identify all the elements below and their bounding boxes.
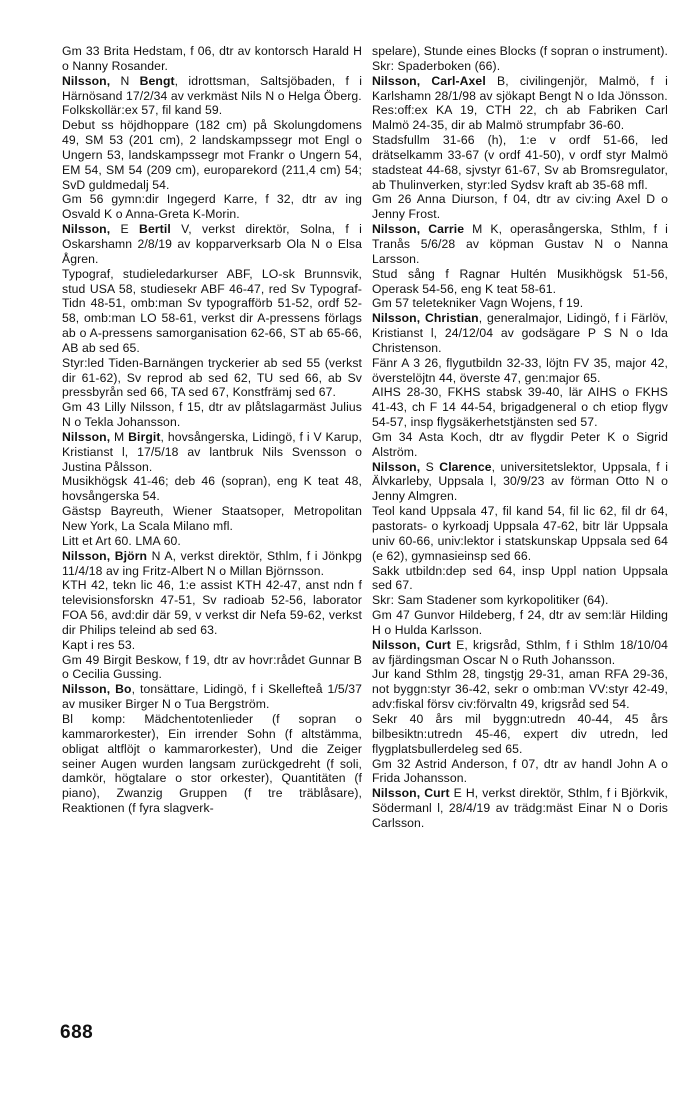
- entry-paragraph: [62, 638, 362, 653]
- entry-heading-paragraph: [372, 311, 668, 356]
- entry-heading-paragraph: [372, 638, 668, 668]
- entry-paragraph: [62, 103, 362, 118]
- entry-text: Gm 32 Astrid Anderson, f 07, dtr av handl John A o Frida Johansson.: [372, 756, 668, 786]
- entry-given-name: Björn: [114, 548, 148, 563]
- entry-text: Gm 56 gymn:dir Ingegerd Karre, f 32, dtr av ing Osvald K o Anna-Greta K-Morin.: [62, 192, 362, 222]
- entry-text: Gm 34 Asta Koch, dtr av flygdir Peter K o Sigrid Alström.: [372, 429, 668, 459]
- entry-heading-paragraph: [62, 222, 362, 267]
- entry-paragraph: [372, 712, 668, 757]
- entry-text: Sekr 40 års mil byggn:utredn 40-44, 45 års bilbesiktn:utredn 45-46, expert div utredn, led flygplatsbullerdeleg sed 65.: [372, 711, 668, 756]
- entry-text: Skr: Sam Stadener som kyrkopolitiker (64).: [372, 593, 609, 608]
- entry-text: KTH 42, tekn lic 46, 1:e assist KTH 42-47, anst ndn f televisionsforskn 47-51, Sv radioab 52-56, laborator FOA 56, avd:dir där 59, v verkst dir Nefa 59-62, verkst dir Philips teleind ab sed 63.: [62, 578, 362, 637]
- entry-paragraph: [62, 44, 362, 74]
- entry-paragraph: [372, 757, 668, 787]
- entry-text: spelare), Stunde eines Blocks (f sopran o instrument).: [372, 44, 669, 58]
- entry-given-name: Carrie: [428, 222, 465, 237]
- entry-given-name: Clarence: [439, 459, 492, 474]
- entry-paragraph: [62, 474, 362, 504]
- entry-paragraph: [62, 267, 362, 356]
- entry-text: , idrottsman, Saltsjöbaden, f i Härnösand 17/2/34 av verkmäst Nils N o Helga Öberg.: [62, 73, 363, 103]
- entry-surname: Nilsson,: [372, 73, 421, 88]
- entry-text: Sakk utbildn:dep sed 64, insp Uppl nation Uppsala sed 67.: [372, 563, 668, 593]
- right-column: [372, 44, 668, 831]
- entry-given-name: Carl-Axel: [431, 73, 486, 88]
- entry-paragraph: [62, 534, 362, 549]
- entry-paragraph: [372, 59, 668, 74]
- entry-text: Bl komp: Mädchentotenlieder (f sopran o kammarorkester), Ein irrender Sohn (f altstämma, obligat altflöjt o kammarorkester), Und die Zeiger seiner Augen wurden langsam zurückgedreht (f soli, damkör, högtalare o stor orkester), Quantitäten (f piano), Zwanzig Gruppen (f tre träblåsare), Reaktionen (f fyra slagverk-: [62, 711, 362, 816]
- entry-paragraph: [62, 653, 362, 683]
- entry-text: Litt et Art 60. LMA 60.: [62, 533, 181, 548]
- entry-surname: Nilsson,: [62, 548, 111, 563]
- entry-text: M K, operasångerska, Sthlm, f i Tranås 5/6/28 av köpman Gustav N o Nanna Larsson.: [372, 222, 668, 266]
- entry-surname: Nilsson,: [62, 682, 111, 697]
- entry-paragraph: [372, 296, 668, 311]
- entry-paragraph: [372, 608, 668, 638]
- entry-paragraph: [372, 103, 668, 133]
- entry-text: AIHS 28-30, FKHS stabsk 39-40, lär AIHS o FKHS 41-43, ch F 14 44-54, brigadgeneral o ch etiop flygv 54-57, insp flygsäkerhetstjänsten sed 57.: [372, 385, 668, 430]
- entry-paragraph: [62, 356, 362, 401]
- entry-text: Folkskollär:ex 57, fil kand 59.: [62, 103, 223, 118]
- entry-surname: Nilsson,: [372, 311, 421, 326]
- entry-given-name: Birgit: [128, 429, 161, 444]
- entry-text: Gm 47 Gunvor Hildeberg, f 24, dtr av sem:lär Hilding H o Hulda Karlsson.: [372, 608, 668, 637]
- entry-paragraph: [372, 430, 668, 460]
- entry-text: Kapt i res 53.: [62, 637, 136, 652]
- entry-heading-paragraph: [62, 549, 362, 579]
- entry-text: Gm 33 Brita Hedstam, f 06, dtr av kontorsch Harald H o Nanny Rosander.: [62, 44, 362, 73]
- entry-text: E, krigsråd, Sthlm, f i Sthlm 18/10/04 av fjärdingsman Oscar N o Ruth Johansson.: [372, 637, 668, 667]
- entry-paragraph: [372, 192, 668, 222]
- entry-paragraph: [62, 712, 362, 816]
- entry-heading-paragraph: [372, 460, 668, 505]
- entry-surname: Nilsson,: [372, 637, 421, 652]
- entry-given-name: Christian: [424, 311, 479, 326]
- entry-surname: Nilsson,: [372, 459, 421, 474]
- entry-surname: Nilsson,: [62, 73, 111, 88]
- entry-surname: Nilsson,: [62, 429, 111, 444]
- entry-text: V, verkst direktör, Solna, f i Oskarshamn 2/8/19 av kopparverksarb Ola N o Elsa Ågren.: [62, 222, 362, 266]
- entry-text: E H, verkst direktör, Sthlm, f i Björkvik, Södermanl l, 28/4/19 av trädg:mäst Einar N o Doris Carlsson.: [372, 786, 668, 830]
- entry-text: Musikhögsk 41-46; deb 46 (sopran), eng K teat 48, hovsångerska 54.: [62, 474, 362, 504]
- entry-surname: Nilsson,: [372, 222, 421, 237]
- entry-paragraph: [62, 400, 362, 430]
- entry-paragraph: [372, 385, 668, 430]
- entry-initials: [420, 74, 431, 88]
- page-number: 688: [60, 1022, 94, 1043]
- entry-text: , hovsångerska, Lidingö, f i V Karup, Kristianst l, 17/5/18 av lantbruk Nils Svensson o Justina Pålsson.: [62, 429, 362, 474]
- entry-initials: S: [420, 459, 440, 474]
- entry-text: Stud sång f Ragnar Hultén Musikhögsk 51-56, Operask 54-56, eng K teat 58-61.: [372, 266, 668, 296]
- entry-text: Styr:led Tiden-Barnängen tryckerier ab sed 55 (verkst dir 61-62), Sv reprod ab sed 62, TU sed 66, ab Sv pressbyrån sed 66, TA sed 67, Konstfrämj sed 67.: [62, 355, 362, 400]
- entry-text: Gm 57 teletekniker Vagn Wojens, f 19.: [372, 296, 584, 311]
- entry-given-name: Curt: [424, 786, 450, 801]
- entry-paragraph: [62, 578, 362, 637]
- entry-given-name: Bo: [115, 682, 132, 697]
- entry-text: , generalmajor, Lidingö, f i Färlöv, Kristianst l, 24/12/04 av godsägare P S N o Ida Christenson.: [372, 311, 668, 355]
- entry-initials: E: [110, 222, 140, 237]
- entry-text: Gästsp Bayreuth, Wiener Staatsoper, Metropolitan New York, La Scala Milano mfl.: [62, 504, 362, 533]
- entry-given-name: Curt: [425, 637, 451, 652]
- entry-initials: M: [110, 429, 129, 444]
- entry-text: Stadsfullm 31-66 (h), 1:e v ordf 51-66, led drätselkamm 33-67 (v ordf 41-50), v ordf styr Malmö stadsteat 44-68, sjvstyr 61-67, Sv ab Bromsregulator, ab Thulinverken, styr:led Sydsv kraft ab 35-68 mfl.: [372, 133, 668, 192]
- entry-paragraph: [62, 192, 362, 222]
- entry-text: Gm 49 Birgit Beskow, f 19, dtr av hovr:rådet Gunnar B o Cecilia Gussing.: [62, 652, 362, 682]
- entry-text: N A, verkst direktör, Sthlm, f i Jönkpg 11/4/18 av ing Fritz-Albert N o Millan Björnsson.: [62, 548, 362, 578]
- entry-text: Gm 43 Lilly Nilsson, f 15, dtr av plåtslagarmäst Julius N o Tekla Johansson.: [62, 400, 362, 430]
- entry-paragraph: [372, 504, 668, 563]
- entry-text: Teol kand Uppsala 47, fil kand 54, fil lic 62, fil dr 64, pastorats- o kyrkoadj Uppsala 47-62, bitr lär Uppsala univ 60-66, univ:lektor i statskunskap Uppsala sed 64 (e 62), gymnasieinsp sed 66.: [372, 504, 668, 563]
- entry-paragraph: [372, 44, 668, 59]
- entry-heading-paragraph: [372, 74, 668, 104]
- entry-paragraph: [372, 593, 668, 608]
- entry-given-name: Bengt: [139, 73, 175, 88]
- entry-heading-paragraph: [372, 222, 668, 267]
- entry-heading-paragraph: [62, 74, 362, 104]
- entry-paragraph: [372, 267, 668, 297]
- entry-heading-paragraph: [62, 682, 362, 712]
- entry-paragraph: [62, 504, 362, 534]
- entry-text: Res:off:ex KA 19, CTH 22, ch ab Fabriken Carl Malmö 24-35, dir ab Malmö strumpfabr 36-60.: [372, 103, 668, 133]
- left-column: [62, 44, 362, 816]
- entry-heading-paragraph: [372, 786, 668, 831]
- entry-initials: N: [110, 73, 140, 88]
- entry-paragraph: [372, 356, 668, 386]
- entry-surname: Nilsson,: [372, 786, 421, 801]
- entry-paragraph: [372, 564, 668, 594]
- entry-text: Skr: Spaderboken (66).: [372, 58, 501, 73]
- entry-text: Fänr A 3 26, flygutbildn 32-33, löjtn FV 35, major 42, överstelöjtn 44, överste 47, gen:major 65.: [372, 355, 668, 385]
- entry-heading-paragraph: [62, 430, 362, 475]
- entry-text: B, civilingenjör, Malmö, f i Karlshamn 28/1/98 av sjökapt Bengt N o Ida Jönsson.: [372, 73, 668, 103]
- entry-text: Jur kand Sthlm 28, tingstjg 29-31, aman RFA 29-36, not byggn:styr 36-42, sekr o omb:man VV:styr 42-49, adv:fiskal försv civ:förvaltn 49, krigsråd sed 54.: [372, 667, 668, 712]
- entry-text: , universitetslektor, Uppsala, f i Älvkarleby, Uppsala l, 30/9/23 av förman Otto N o Jenny Almgren.: [372, 459, 669, 504]
- entry-surname: Nilsson,: [62, 222, 111, 237]
- entry-text: Typograf, studieledarkurser ABF, LO-sk Brunnsvik, stud USA 58, studiesekr ABF 46-47, red Sv Typograf-Tidn 48-51, omb:man Sv typografförb 51-52, ordf 52-58, omb:man LO 58-61, verkst dir A-pressens förlags ab o A-pressens samorganisation 62-66, ST ab 65-66, AB ab sed 65.: [62, 266, 362, 355]
- entry-paragraph: [372, 133, 668, 192]
- entry-paragraph: [62, 118, 362, 192]
- entry-text: , tonsättare, Lidingö, f i Skellefteå 1/5/37 av musiker Birger N o Tua Bergström.: [62, 682, 362, 712]
- entry-text: Debut ss höjdhoppare (182 cm) på Skolungdomens 49, SM 53 (201 cm), 2 landskampssegr mot Engl o Ungern 53, landskampssegr mot Frankr o Ungern 54, EM 54, SM 54 (209 cm), europarekord (211,4 cm) 54; SvD guldmedalj 54.: [62, 118, 362, 192]
- entry-text: Gm 26 Anna Diurson, f 04, dtr av civ:ing Axel D o Jenny Frost.: [372, 192, 668, 222]
- entry-given-name: Bertil: [139, 222, 171, 237]
- entry-paragraph: [372, 667, 668, 712]
